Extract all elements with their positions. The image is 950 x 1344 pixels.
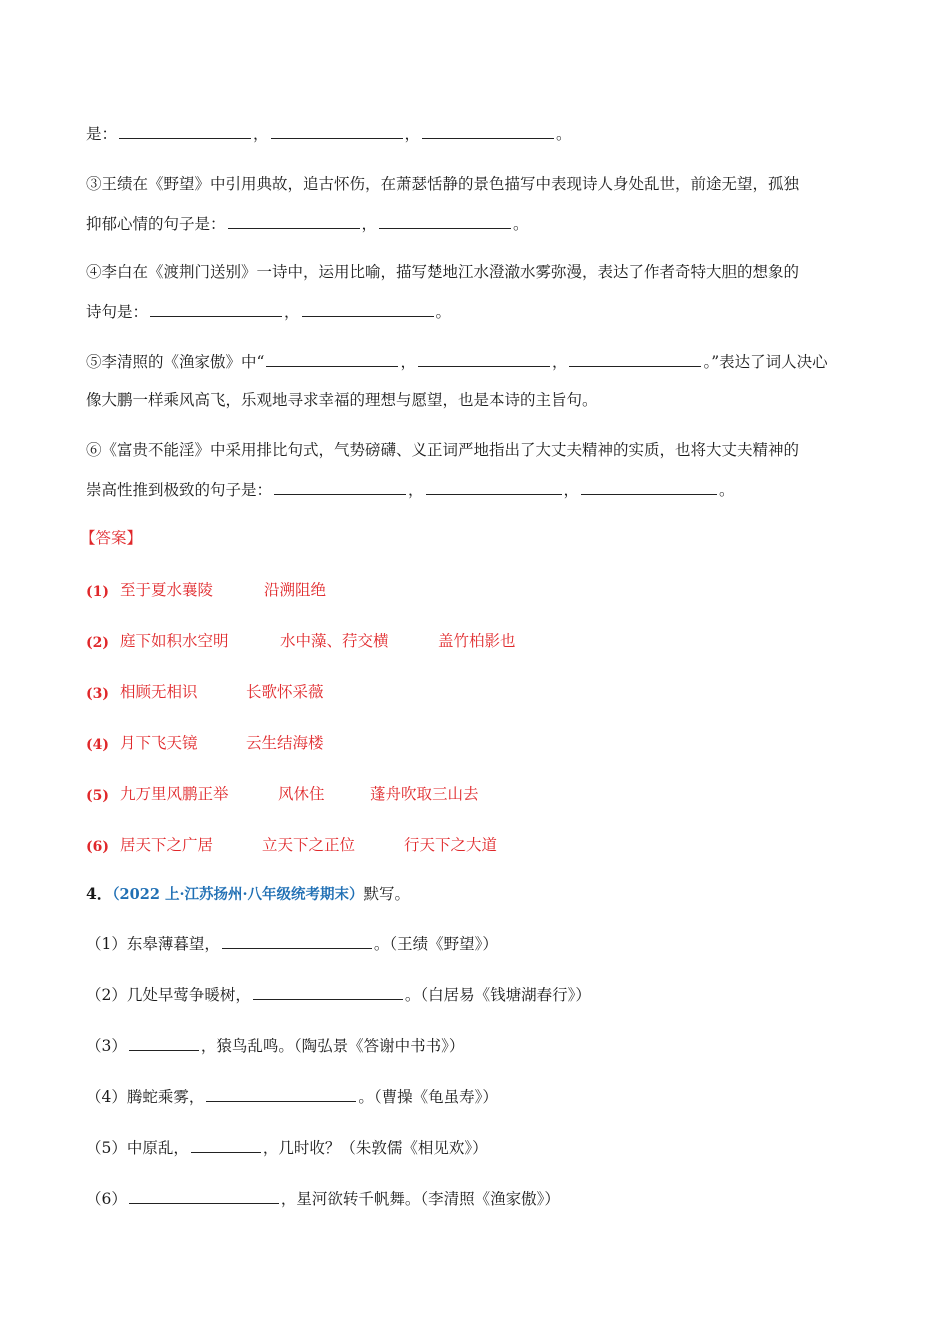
answer-blank xyxy=(569,350,701,367)
separator: ， xyxy=(551,353,568,371)
item-label: （6） xyxy=(86,1190,127,1208)
separator: ， xyxy=(408,481,424,499)
answer-blank xyxy=(422,122,554,139)
separator: ， xyxy=(284,303,300,321)
separator: ， xyxy=(400,353,416,371)
answer-number: (6) xyxy=(86,839,109,855)
continuation-line xyxy=(86,122,862,146)
separator: ， xyxy=(563,481,580,499)
answer-row xyxy=(86,578,786,602)
answer-blank xyxy=(222,932,372,949)
answer-row xyxy=(86,782,786,806)
answer-item: 水中藻、荇交横 xyxy=(280,632,389,650)
answer-item: 至于夏水襄陵 xyxy=(120,581,214,599)
answer-blank xyxy=(150,300,282,317)
answer-item: 沿溯阻绝 xyxy=(264,581,327,599)
item-text: ，星河欲转千帆舞。（李清照《渔家傲》） xyxy=(280,1190,560,1208)
answer-item: 盖竹柏影也 xyxy=(438,632,516,650)
item-label: （1） xyxy=(86,935,127,953)
answer-item: 长歌怀采薇 xyxy=(246,683,324,701)
item-5-line1 xyxy=(86,350,862,374)
item-text: ，几时收？（朱敦儒《相见欢》） xyxy=(262,1139,488,1157)
answer-number: (1) xyxy=(86,584,109,600)
answer-item: 云生结海楼 xyxy=(246,734,324,752)
answer-item: 立天下之正位 xyxy=(262,836,356,854)
answer-number: (5) xyxy=(86,788,109,804)
line-prefix: 抑郁心情的句子是： xyxy=(86,215,226,233)
answer-number: (2) xyxy=(86,635,109,651)
item-text: 几处早莺争暖树， xyxy=(126,986,251,1004)
answer-blank xyxy=(271,122,403,139)
answer-item: 行天下之大道 xyxy=(404,836,498,854)
answer-item: 蓬舟吹取三山去 xyxy=(370,785,479,803)
answer-blank xyxy=(253,983,403,1000)
answer-item: 风休住 xyxy=(278,785,325,803)
separator: ， xyxy=(253,125,269,143)
item-label: （4） xyxy=(86,1088,127,1106)
item-text: 中原乱， xyxy=(126,1139,189,1157)
item-text: ，猿鸟乱鸣。（陶弘景《答谢中书书》） xyxy=(200,1037,465,1055)
answer-blank xyxy=(206,1085,356,1102)
period: 。 xyxy=(513,215,529,233)
answer-blank xyxy=(274,478,406,495)
answer-blank xyxy=(129,1187,279,1204)
answer-blank xyxy=(418,350,550,367)
answer-blank xyxy=(191,1136,261,1153)
line-prefix: 是： xyxy=(86,125,118,143)
line-prefix: 崇高性推到极致的句子是： xyxy=(86,481,273,499)
item-text: 。（王绩《野望》） xyxy=(373,935,498,953)
answer-row xyxy=(86,731,786,755)
line-prefix: ⑤李清照的《渔家傲》中“ xyxy=(86,353,265,371)
item-label: （2） xyxy=(86,986,127,1004)
item-6-line1: ⑥《富贵不能淫》中采用排比句式，气势磅礴、义正词严地指出了大丈夫精神的实质，也将大丈夫精神的 xyxy=(86,441,800,459)
question-4-header xyxy=(86,882,862,907)
line-prefix: 诗句是： xyxy=(86,303,149,321)
item-4-line1: ④李白在《渡荆门送别》一诗中，运用比喻，描写楚地江水澄澈水雾弥漫，表达了作者奇特大胆的想象的 xyxy=(86,263,800,281)
item-label: （3） xyxy=(86,1037,127,1055)
item-text: 。（白居易《钱塘湖春行》） xyxy=(404,986,591,1004)
answer-item: 相顾无相识 xyxy=(120,683,198,701)
period: 。 xyxy=(719,481,735,499)
item-3-line2 xyxy=(86,212,862,236)
answer-blank xyxy=(129,1034,199,1051)
q4-item-3 xyxy=(86,1034,862,1058)
answer-item: 月下飞天镜 xyxy=(120,734,198,752)
answer-blank xyxy=(119,122,251,139)
item-3-line1: ③王绩在《野望》中引用典故，追古怀伤，在萧瑟恬静的景色描写中表现诗人身处乱世，前途无望，孤独 xyxy=(86,175,800,193)
answer-item: 九万里风鹏正举 xyxy=(120,785,229,803)
answer-blank xyxy=(426,478,562,495)
answer-item: 居天下之广居 xyxy=(120,836,214,854)
period: 。 xyxy=(556,125,572,143)
item-text: 腾蛇乘雾， xyxy=(126,1088,205,1106)
answer-number: (4) xyxy=(86,737,109,753)
q4-item-4 xyxy=(86,1085,862,1109)
item-6-line2 xyxy=(86,478,862,502)
question-instruction: 默写。 xyxy=(363,885,411,903)
item-5-line2: 像大鹏一样乘风高飞，乐观地寻求幸福的理想与愿望，也是本诗的主旨句。 xyxy=(86,391,598,409)
question-source: （2022 上·江苏扬州·八年级统考期末） xyxy=(112,886,364,903)
answer-row xyxy=(86,833,786,857)
q4-item-5 xyxy=(86,1136,862,1160)
item-label: （5） xyxy=(86,1139,127,1157)
q4-item-6 xyxy=(86,1187,862,1211)
line-suffix: 。”表达了词人决心 xyxy=(703,353,828,371)
answer-label: 【答案】 xyxy=(80,529,143,547)
item-text: 。（曹操《龟虽寿》） xyxy=(358,1088,498,1106)
q4-item-1 xyxy=(86,932,862,956)
answer-blank xyxy=(228,212,360,229)
answer-blank xyxy=(302,300,434,317)
answer-number: (3) xyxy=(86,686,109,702)
answer-item: 庭下如积水空明 xyxy=(120,632,229,650)
separator: ， xyxy=(361,215,378,233)
answer-row xyxy=(86,629,786,653)
item-4-line2 xyxy=(86,300,862,324)
question-number: 4． xyxy=(86,884,113,903)
answer-blank xyxy=(379,212,511,229)
q4-item-2 xyxy=(86,983,862,1007)
answer-blank xyxy=(581,478,717,495)
answer-blank xyxy=(266,350,398,367)
item-text: 东皋薄暮望， xyxy=(126,935,220,953)
period: 。 xyxy=(435,303,452,321)
answer-row xyxy=(86,680,786,704)
separator: ， xyxy=(404,125,421,143)
